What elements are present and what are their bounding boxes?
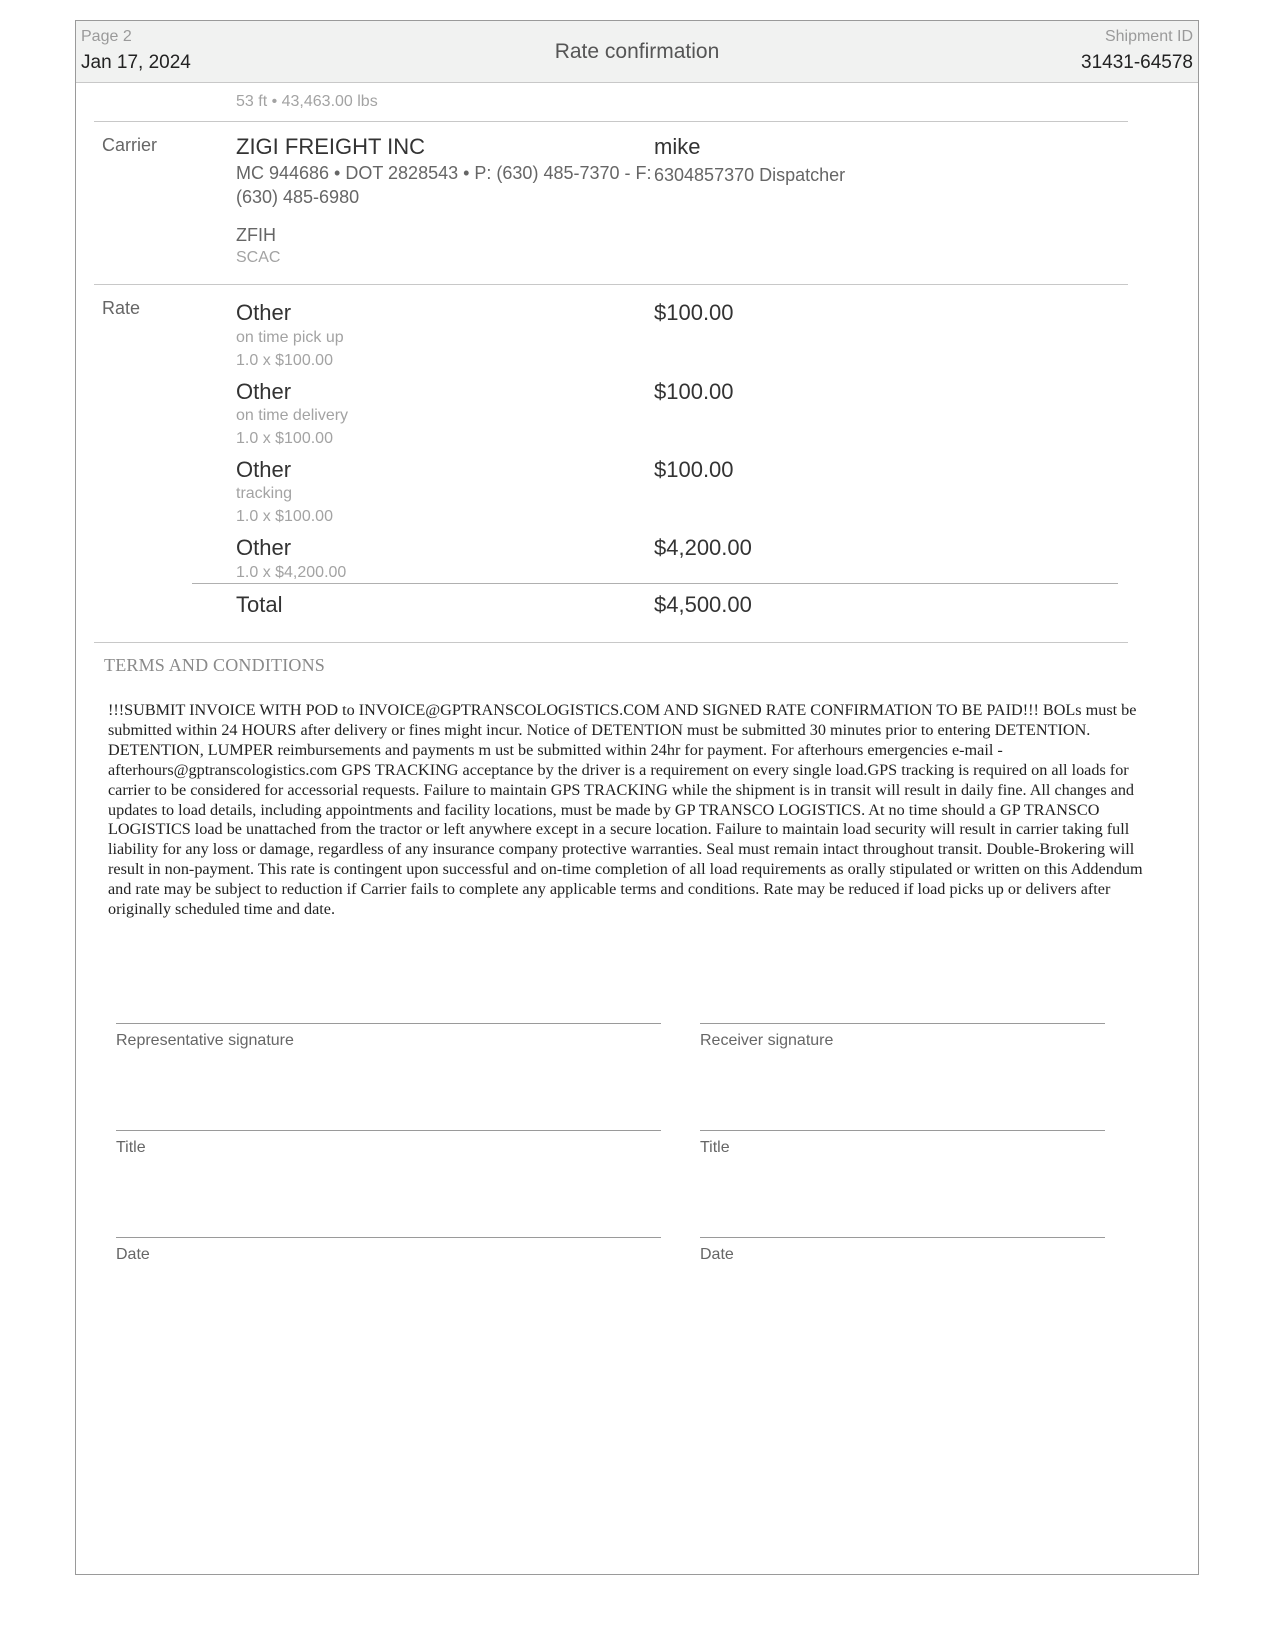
carrier-ids-line2: (630) 485-6980 (236, 187, 360, 207)
total-label: Total (236, 592, 283, 617)
divider (94, 284, 1128, 285)
carrier-scac: ZFIH (236, 225, 276, 245)
rate-item-amount: $4,200.00 (654, 535, 752, 560)
page-title: Rate confirmation (554, 40, 720, 63)
receiver-signature-label: Receiver signature (700, 1032, 834, 1049)
rate-item-amount: $100.00 (654, 300, 734, 325)
shipment-id: 31431-64578 (1081, 52, 1193, 73)
carrier-scac-label: SCAC (236, 249, 281, 266)
carrier-contact-name: mike (654, 134, 701, 159)
divider (94, 642, 1128, 643)
date-label-right: Date (700, 1246, 734, 1263)
representative-signature-label: Representative signature (116, 1032, 294, 1049)
rate-item-description: tracking (236, 485, 293, 502)
rate-item-calc: 1.0 x $100.00 (236, 430, 333, 447)
rate-item-name: Other (236, 379, 292, 404)
shipment-id-label: Shipment ID (1104, 28, 1193, 45)
page-number: Page 2 (81, 28, 132, 45)
title-label-right: Title (700, 1139, 730, 1156)
rate-item-calc: 1.0 x $100.00 (236, 352, 333, 369)
rate-item-calc: 1.0 x $100.00 (236, 508, 333, 525)
rate-item-amount: $100.00 (654, 379, 734, 404)
rate-item-description: on time delivery (236, 407, 349, 424)
receiver-signature-line (700, 1023, 1105, 1024)
total-divider (192, 583, 1118, 584)
carrier-name: ZIGI FREIGHT INC (236, 134, 426, 159)
document-page (75, 20, 1199, 1575)
title-line-right (700, 1130, 1105, 1131)
carrier-ids-line1: MC 944686 • DOT 2828543 • P: (630) 485-7370 - F: (236, 163, 652, 183)
rate-item-calc: 1.0 x $4,200.00 (236, 564, 347, 581)
terms-body: !!!SUBMIT INVOICE WITH POD to INVOICE@GPTRANSCOLOGISTICS.COM AND SIGNED RATE CONFIRMATION TO BE PAID!!! BOLs must be submitted within 24 HOURS after delivery or fines might incur. Notice of DETENTION must be submitted 30 minutes prior to entering DETENTION. DETENTION, LUMPER reimbursements and payments m ust be submitted within 24hr for payment. For afterhours emergencies e-mail - afterhours@gptranscologistics.com GPS TRACKING acceptance by the driver is a requirement on every single load.GPS tracking is required on all loads for carrier to be considered for accessorial requests. Failure to maintain GPS TRACKING while the shipment is in transit will result in daily fine. All changes and updates to load details, including appointments and facility locations, must be made by GP TRANSCO LOGISTICS. At no time should a GP TRANSCO LOGISTICS load be unattached from the tractor or left anywhere except in a secure location. Failure to maintain load security will result in carrier taking full liability for any loss or damage, regardless of any insurance company protective warranties. Seal must remain intact throughout transit. Double-Brokering will result in non-payment. This rate is contingent upon successful and on-time completion of all load requirements as orally stipulated or written on this Addendum and rate may be subject to reduction if Carrier fails to complete any applicable terms and conditions. Rate may be reduced if load picks up or delivers after originally scheduled time and date. (108, 701, 1143, 919)
total-amount: $4,500.00 (654, 592, 752, 617)
rate-item-description: on time pick up (236, 329, 344, 346)
rate-item-name: Other (236, 535, 292, 560)
date-line-right (700, 1237, 1105, 1238)
date-line-left (116, 1237, 661, 1238)
rate-item-amount: $100.00 (654, 457, 734, 482)
equipment-summary: 53 ft • 43,463.00 lbs (236, 93, 378, 110)
divider (94, 121, 1128, 122)
rate-item-name: Other (236, 300, 292, 325)
carrier-contact-detail: 6304857370 Dispatcher (654, 165, 846, 185)
rate-item-name: Other (236, 457, 292, 482)
date-label-left: Date (116, 1246, 150, 1263)
carrier-label: Carrier (102, 135, 158, 155)
title-label-left: Title (116, 1139, 146, 1156)
document-date: Jan 17, 2024 (81, 52, 191, 73)
representative-signature-line (116, 1023, 661, 1024)
page-header (76, 21, 1198, 83)
rate-label: Rate (102, 298, 141, 318)
title-line-left (116, 1130, 661, 1131)
terms-heading: TERMS AND CONDITIONS (104, 655, 326, 675)
